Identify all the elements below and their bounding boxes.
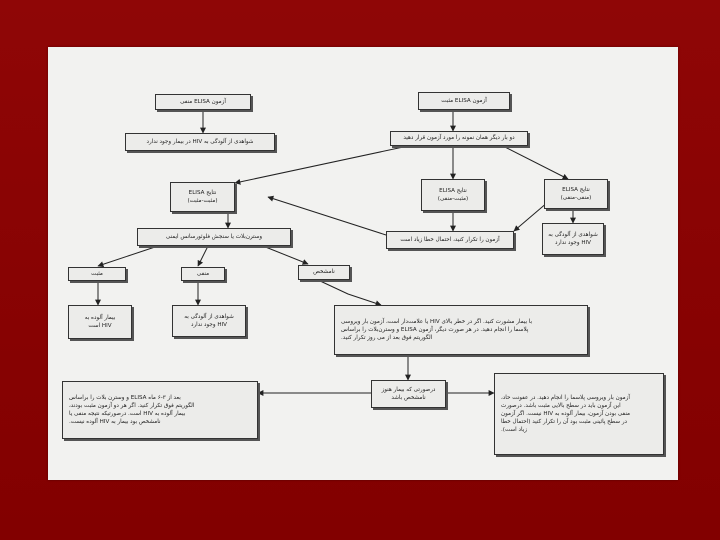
repeat-later-line1: بعد از ۳-۶ ماه ELISA و وسترن بلات را براساس xyxy=(69,394,181,401)
no-hiv-exposure-right-line2: HIV وجود ندارد xyxy=(554,240,592,246)
repeat-later-line2: الگوریتم فوق تکرار کنید. اگر هر دو آزمون مثبت بودند، xyxy=(69,402,195,409)
result-pos-neg-title: نتایج ELISA xyxy=(439,187,467,194)
outcome-indeterminate-box xyxy=(298,265,350,280)
viral-load-line4: در سطح پائینی مثبت بود آن را تکرار کنید (احتمال خطا xyxy=(501,419,628,426)
no-hiv-exposure-2-line2: HIV وجود ندارد xyxy=(190,322,228,328)
repeat-later-line4: نامشخص بود بیمار به HIV آلوده نیست. xyxy=(69,419,161,426)
viral-load-line2: این آزمون باید در سطح بالایی مثبت باشد. درصورت xyxy=(501,402,621,409)
viral-load-box xyxy=(494,373,664,455)
viral-load-line1: آزمون بار ویروسی پلاسما را انجام دهید. در عفونت حاد، xyxy=(501,394,630,401)
patient-infected-line2: HIV است xyxy=(88,323,112,329)
result-pos-neg-value: (مثبت-منفی) xyxy=(437,196,469,202)
connector xyxy=(198,246,208,266)
western-blot-label: وسترن‌بلات یا سنجش فلوئورسانس ایمنی xyxy=(165,233,263,240)
western-blot-box xyxy=(137,228,291,246)
suspicious-patient-line2: پلاسما را انجام دهید. در هر صورت دیگر، آزمون ELISA و وسترن‌بلات را براساس xyxy=(341,326,529,333)
outcome-indeterminate-label: نامشخص xyxy=(313,269,335,276)
viral-load-line3: منفی بودن آزمون، بیمار آلوده به HIV نیست. اگر آزمون xyxy=(501,410,631,417)
repeat-test-box xyxy=(386,231,514,249)
outcome-negative-label: منفی xyxy=(196,270,210,277)
suspicious-patient-box xyxy=(334,305,588,355)
repeat-later-line3: بیمار آلوده به HIV است. درصورتیکه نتیجه منفی یا xyxy=(69,411,186,417)
result-pos-pos-value: (مثبت-مثبت) xyxy=(187,198,218,204)
result-neg-neg-title: نتایج ELISA xyxy=(562,186,590,193)
treatment-decision-box xyxy=(371,380,446,408)
patient-infected-line1: بیمار آلوده به xyxy=(84,314,116,321)
elisa-positive-label: آزمون ELISA مثبت xyxy=(441,97,487,104)
repeat-twice-label: دو بار دیگر همان نمونه را مورد آزمون قرار دهید xyxy=(403,135,515,142)
repeat-test-label: آزمون را تکرار کنید، احتمال خطا زیاد است xyxy=(400,236,500,243)
connector xyxy=(503,146,568,179)
result-pos-neg-box xyxy=(421,179,485,211)
outcome-positive-box xyxy=(68,267,126,281)
treatment-decision-line2: نامشخص باشد xyxy=(391,395,426,401)
no-hiv-exposure-label: شواهدی از آلودگی به HIV در بیمار وجود ندارد xyxy=(146,138,254,145)
connector xyxy=(263,246,308,264)
result-neg-neg-value: (منفی-منفی) xyxy=(560,195,592,201)
suspicious-patient-line1: با بیمار مشورت کنید. اگر در خطر بالای HIV یا علامت‌دار است، آزمون بار ویروسی xyxy=(341,318,533,325)
connector xyxy=(318,280,381,305)
patient-infected-box xyxy=(68,305,132,339)
connector xyxy=(235,146,408,183)
no-hiv-exposure-box xyxy=(125,133,275,151)
no-hiv-exposure-right-box xyxy=(542,223,604,255)
result-pos-pos-box xyxy=(170,182,235,212)
slide-canvas xyxy=(48,47,678,480)
elisa-positive-box xyxy=(418,92,510,110)
repeat-twice-box xyxy=(390,131,528,146)
repeat-later-box xyxy=(62,381,258,439)
outcome-positive-label: مثبت xyxy=(91,270,103,277)
suspicious-patient-line3: الگوریتم فوق بعد از می روز تکرار کنید. xyxy=(341,335,433,342)
no-hiv-exposure-2-box xyxy=(172,305,246,337)
treatment-decision-line1: درصورتی که بیمار هنوز xyxy=(381,386,436,393)
result-neg-neg-box xyxy=(544,179,608,209)
no-hiv-exposure-right-line1: شواهدی از آلودگی به xyxy=(548,231,598,238)
viral-load-line5: زیاد است). xyxy=(501,427,527,434)
no-hiv-exposure-2-line1: شواهدی از آلودگی به xyxy=(184,313,234,320)
elisa-negative-box xyxy=(155,94,251,110)
elisa-negative-label: آزمون ELISA منفی xyxy=(180,98,226,105)
result-pos-pos-title: نتایج ELISA xyxy=(188,189,217,196)
connector xyxy=(98,246,158,266)
outcome-negative-box xyxy=(181,267,225,281)
